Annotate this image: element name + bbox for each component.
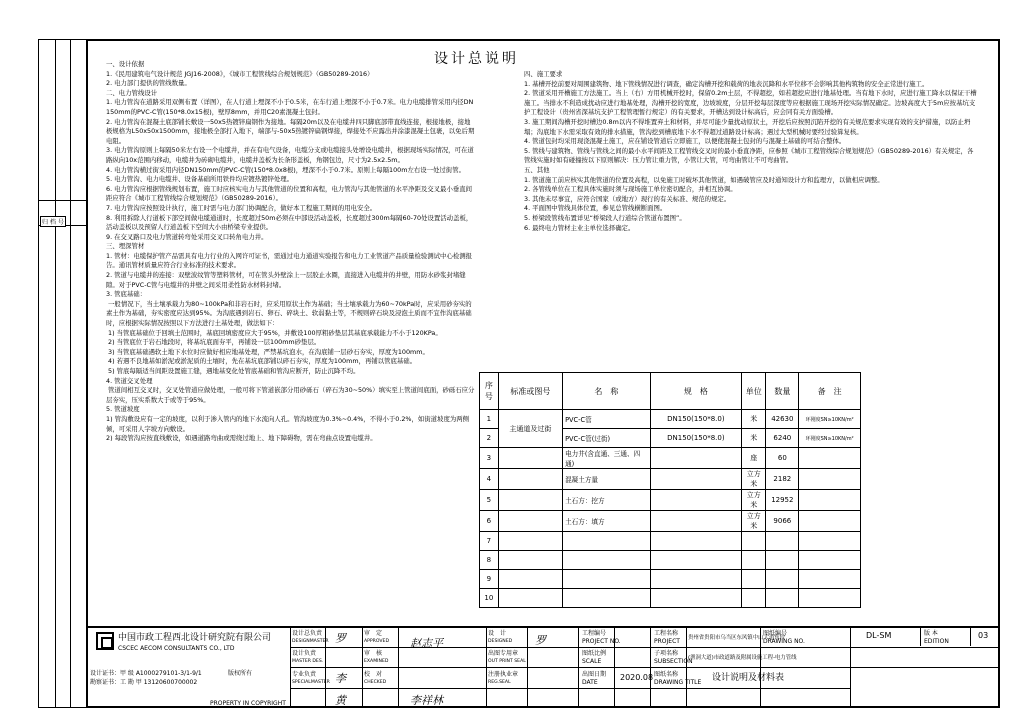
- role-label: 设 计: [488, 630, 507, 637]
- company-name-en: CSCEC AECOM CONSULTANTS CO., LTD: [118, 645, 235, 652]
- cell-qty: [766, 589, 799, 608]
- role-label-en: CHECKED: [364, 680, 387, 685]
- cell-note: [799, 551, 861, 570]
- design-cert: 设计证书：甲 级 A1000279101-3/1-9/1: [90, 670, 202, 677]
- notes-column-left: 一、设计依据 1.《民用建筑电气设计规范 JGJ16-2008》，《城市工程管线综合规划规范》（GB50289-2016） 2. 电力部门提供的管线数量。 二、电力管线设计 1. 电力管沟在道路采用双侧布置（详图），在人行道上埋深不小于0.5米，在车行道上埋深不小于0.7米。电力电缆排管采用内径DN150mm的PVC-C管(150*8.0x15根)，壁厚8mm，并用C20素混凝土包封。 2. 电力管沟在混凝土底部铺长敷设一50x5热镀锌扁钢作为接地。每隔20m以及在电缆井四只脚底部带直线连接，根接地极，接地极规格为L50x50x1500mm，接地极全部打入地下，端部与-50x5热镀锌扁钢焊接，焊接处不应露出并涂漆混凝土包裹，以免后期电阻。 3. 电力管沟原则上每隔50米左右设一个电缆井，并在有电气设备，电缆分支或电缆接头处增设电缆井，根据现场实际情况，可在道路纵向10x范围内移动，电缆井为砖砌电缆井，电缆井盖板为长条形盖板，角钢包边，尺寸为2.5x2.5m。 4. 电力管沟横过街采用内径DN150mm的PVC-C管(150*8.0x8根)，埋深不小于0.7米。原则上每隔100m左右设一处过街管。 5. 电力管沟、电力电缆井、设备基础所用铁件均应镀热镀锌处理。 6. 电力管沟应根据管线规划布置，施工时应核实电力与其他管道的位置和高程，电力管沟与其他管道的水平净距及交叉最小垂直间距应符合《城市工程管线综合规划规范》（GB50289-2016）。 7. 电力管沟应按照设计执行，施工时需与电力部门协调配合，做好本工程施工期间的用电安全。 8. 利用拆除人行道板下部空间做电缆通道时，长度超过50m必须在中部设活动盖板，长度超过300m每隔60-70处设置活动盖板，活动盖板以及预留人行道盖板下空间大小由桥梁专业提供。 9. 在交叉路口及电力管道转弯处采用交叉口转角电力井。 三、埋深管材 1. 管材：电缆保护管产品需具有电力行业的入网许可证书，需通过电力通道实验报告和电力工业管道产品质量检验测试中心检测报告。通讯管材质量应符合行业标准的技术要求。 2. 管道与电缆井的连接：双壁波纹管等塑料管材，可在管头外壁涂上一层胶止水圈，直接进入电缆井的井壁，用防水砂浆封堵缝隙。对于PVC-C管与电缆井的井壁之间采用柔性防水材料封堵。 3. 管底基础： 一般情况下，当土壤承载力为80~100kPa和非岩石时，应采用原状土作为基础；当土壤承载力为60~70kPa时，应采用砂夯实的素土作为基础，夯实密度应达到95%。为沟底遇到岩石、卵石、碎块土、软弱黏土等，不规则碎石块及浸泡土质而不宜作沟底基础时，应根据实际情况按照以下方法进行土基处理，做法如下： 1) 当管底基础位于回填土范围时，基底回填密度应大于95%，并敷设100厚粗砂垫层其基底承载能力不小于120KPa。 2) 当管底位于岩石地段时，将基坑底面夯平，再铺设一层100mm砂垫层。 3) 当管底基础遇软土地下水位时应做好相应地基处理，严禁基坑泡水，在沟底铺一层砂石夯实，厚度为100mm。 4) 若遇不良地基如淤泥或淤泥质的土壤时，先在基坑底部铺以碎石夯实，厚度为100mm，再铺以管底基础。 5) 管底每隔适当间距设置施工缝，遇地基变化处管底基础和管沟应断开，防止沉降不均。 4. 管道交叉处理 管道间相互交叉时，交叉处管道应做处理，一般可将下管道嵌部分用砂砾石（碎石为30~50%）填实至上管道间底面，砂砾石应分层夯实，压实系数大于或等于95%。 5. 管道坡度 1) 管沟敷设应有一定的坡度，以利于渗入管内的地下水流向人孔。管沟坡度为0.3%~0.4%，不得小于0.2%，如街道坡度为两侧倾，可采用人字坡方向敷设。 2) 每段管沟应按直线敷设，如遇道路弯曲或需绕过地上、地下障碍物，需在弯曲点设置电缆井。: [106, 60, 475, 443]
- signature: 黄: [335, 694, 346, 707]
- cell-note: [799, 448, 861, 469]
- cell-no: 8: [480, 551, 499, 570]
- page-title: 设计总说明: [434, 51, 519, 67]
- role-label-en: SPECIALMASTER: [292, 680, 330, 685]
- table-row: [480, 551, 861, 570]
- cell-name: 土石方：填方: [563, 511, 651, 532]
- cell-unit: [742, 532, 766, 551]
- cell-qty: 6240: [766, 429, 799, 448]
- cell-note: 环刚度SN≥10KN/m²: [799, 410, 861, 429]
- drawing-no-label: 图纸编号: [763, 630, 788, 637]
- role-label-en: REG.SEAL: [488, 680, 511, 685]
- cell-note: 环刚度SN≥10KN/m²: [799, 429, 861, 448]
- cell-spec: [650, 448, 741, 469]
- cell-no: 1: [480, 410, 499, 429]
- role-label: 审 核: [364, 650, 383, 657]
- signature: 赵志平: [410, 637, 443, 650]
- cell-qty: 60: [766, 448, 799, 469]
- cell-no: 5: [480, 490, 499, 511]
- cell-note: [799, 570, 861, 589]
- table-row: [480, 570, 861, 589]
- signature: 李: [335, 672, 346, 685]
- drawing-name-label-en: DRAWING TITLE: [654, 679, 702, 686]
- role-label: 校 对: [364, 671, 383, 678]
- cell-standard: [498, 589, 562, 608]
- col-header-unit: 单位: [742, 373, 766, 410]
- table-row: [480, 469, 861, 490]
- project-no-label: 工程编号: [582, 630, 607, 637]
- cell-standard: [498, 490, 562, 511]
- cell-unit: 立方米: [742, 469, 766, 490]
- cell-spec: DN150(150*8.0): [650, 429, 741, 448]
- table-row: [480, 410, 861, 429]
- col-header-note: 备 注: [799, 373, 861, 410]
- cell-no: 9: [480, 570, 499, 589]
- role-label-en: MASTER DES.: [292, 659, 324, 664]
- cell-qty: 9066: [766, 511, 799, 532]
- binding-strip-row: [38, 200, 86, 201]
- table-header-row: [480, 373, 861, 410]
- date-label-en: DATE: [582, 679, 598, 686]
- cell-qty: 12952: [766, 490, 799, 511]
- cell-standard: [498, 511, 562, 532]
- role-label: 设计总负责: [292, 630, 323, 637]
- company-name: 中国市政工程西北设计研究院有限公司: [118, 633, 272, 643]
- title-block-line: [686, 626, 687, 708]
- cell-spec: [650, 570, 741, 589]
- project-no-label-en: PROJECT NO.: [582, 638, 621, 645]
- cell-spec: [650, 511, 741, 532]
- col-header-qty: 数量: [766, 373, 799, 410]
- date-value: 2020.08: [620, 673, 654, 682]
- cell-spec: [650, 490, 741, 511]
- cell-standard: [498, 570, 562, 589]
- title-block-line: [486, 626, 487, 708]
- company-logo: [96, 632, 114, 650]
- binding-strip-line-1: [38, 39, 39, 708]
- cell-note: [799, 469, 861, 490]
- binding-strip-line-3: [70, 39, 71, 708]
- cell-unit: [742, 551, 766, 570]
- table-row: [480, 532, 861, 551]
- col-header-no: 序号: [480, 373, 499, 410]
- scale-label-en: SCALE: [582, 658, 602, 665]
- cell-note: [799, 490, 861, 511]
- cell-no: 6: [480, 511, 499, 532]
- drawing-name: 设计说明及材料表: [712, 673, 785, 683]
- subitem-label: 子项名称: [654, 650, 679, 657]
- role-label: 出图专用章: [488, 650, 519, 657]
- cell-spec: [650, 469, 741, 490]
- cell-note: [799, 511, 861, 532]
- project-name-label-en: PROJECT: [654, 638, 680, 645]
- title-block-line: [290, 688, 850, 689]
- binding-strip-line-2: [55, 39, 56, 708]
- title-block-line: [362, 626, 363, 708]
- title-block-line: [650, 626, 651, 708]
- title-block-line: [290, 647, 1000, 648]
- cell-no: 2: [480, 429, 499, 448]
- cell-no: 10: [480, 589, 499, 608]
- role-label-en: OUT PRINT SEAL: [488, 659, 526, 664]
- cell-note: [799, 589, 861, 608]
- cell-name: 混凝土方量: [563, 469, 651, 490]
- subitem-name: (渔洞大道)市政道路及附属设施工程-电力管线: [688, 655, 797, 661]
- date-label: 出图日期: [582, 671, 607, 678]
- role-label: 专业负责: [292, 671, 317, 678]
- role-label-en: DESIGNED: [488, 639, 513, 644]
- cell-unit: 米: [742, 410, 766, 429]
- cell-name: [563, 570, 651, 589]
- signature: 罗: [535, 634, 546, 647]
- cell-no: 4: [480, 469, 499, 490]
- role-label-en: EXAMINED: [364, 659, 389, 664]
- cell-group-standard: 主通道及过街: [498, 410, 562, 448]
- copyright-en: PROPERTY IN COPYRIGHT: [210, 700, 286, 707]
- role-label: 审 定: [364, 630, 383, 637]
- col-header-name: 名 称: [563, 373, 651, 410]
- cell-name: 土石方：挖方: [563, 490, 651, 511]
- drawing-no-label-en: DRAWING NO.: [763, 638, 805, 645]
- cell-qty: 2182: [766, 469, 799, 490]
- binding-strip-row: [38, 39, 86, 40]
- signature: 李祥林: [410, 694, 443, 707]
- title-block-line: [920, 626, 921, 646]
- role-label-en: DESIGNMASTER: [292, 639, 329, 644]
- binding-strip-row: [38, 707, 86, 708]
- cell-unit: 座: [742, 448, 766, 469]
- cell-no: 7: [480, 532, 499, 551]
- col-header-standard: 标准或图号: [498, 373, 562, 410]
- title-block-line: [290, 667, 1000, 668]
- scale-label: 图纸比例: [582, 650, 607, 657]
- cell-unit: [742, 570, 766, 589]
- archive-number-label: 归 档 号: [40, 216, 66, 227]
- project-name-label: 工程名称: [654, 630, 679, 637]
- cell-note: [799, 532, 861, 551]
- cell-name: [563, 532, 651, 551]
- role-label: 设计负责: [292, 650, 317, 657]
- table-row: [480, 511, 861, 532]
- cell-spec: [650, 589, 741, 608]
- cell-unit: 立方米: [742, 490, 766, 511]
- version-label-en: EDITION: [924, 638, 949, 645]
- material-table: [479, 372, 861, 608]
- table-row: [480, 448, 861, 469]
- cell-spec: [650, 532, 741, 551]
- drawing-no: DL-SM: [866, 631, 892, 640]
- notes-column-right: 四、施工要求 1. 基槽开挖前要对周围建筑物、地下管线情况进行调查，确定沟槽开挖和载荷的地表沉降和水平位移不会影响其他构筑物的安全正常进行施工。 2. 管道采用开槽施工方法施工。当上（右）方用机械开挖时，保留0.2m土层，不得超挖，如若超挖应进行地基处理。当有地下水时，应进行施工降水以保证干槽施工。当排水不利造成扰动应进行地基处理，沟槽开挖的宽度，边坡坡度，分层开挖每层深度等应根据施工现场开挖实际情况确定。边坡高度大于5m应按基坑支护工程设计（贵州省深基坑支护工程管理暂行规定）的有关要求，开槽达到设计标高后，应会同有关方面验槽。 3. 施工期间沟槽开挖时槽边0.8m以内不得堆置弃土和材料，并尽可能少量扰动原状土，开挖后应按照沉陷开挖的有关规范要求实现有效的支护措施，以防止坍塌；沟底地下水需采取有效的排水措施，管沟挖到槽底地下水不得超过道路设计标高；遇过大型机械时要经过验算复核。 4. 管道包封均采用现浇混凝土施工，应在铺设管道后立即施工，以便使混凝土包封的与混凝土基础的可结合整体。 5. 管线与建筑物、管线与管线之间的最小水平间距及工程管线交叉时的最小垂直净距，应参照《城市工程管线综合规划规范》（GB50289-2016）有关规定，各管线实施时如有碰撞按以下原则解决：压力管让重力管，小管让大管，可弯曲管让不可弯曲管。 五、其他 1. 管道施工前应核实其他管道的位置及高程，以免施工时破坏其他管道，如遇破管应及时通知设计方和监理方，以做相应调整。 2. 各管线单位在工程具体实施时须与现场施工单位密切配合，并相互协调。 3. 其他未尽事宜，应符合国家（或地方）现行的有关标准、规范的规定。 4. 平面图中管线具体位置，参见总管线横断面图。 5. 桥梁段管线布置详见“桥梁段人行道综合管道布置图”。 6. 最终电力管材主业主单位选择确定。: [524, 70, 977, 232]
- title-block-line: [527, 626, 528, 708]
- cell-standard: [498, 469, 562, 490]
- cell-name: 电力井(含直通、三通、四通): [563, 448, 651, 469]
- cell-spec: [650, 551, 741, 570]
- cell-unit: [742, 589, 766, 608]
- cell-standard: [498, 448, 562, 469]
- role-label: 注册执业章: [488, 671, 519, 678]
- cell-name: [563, 589, 651, 608]
- cell-qty: 42630: [766, 410, 799, 429]
- subitem-label-en: SUBSECTION: [654, 658, 693, 665]
- drawing-name-label: 图纸名称: [654, 671, 679, 678]
- survey-cert: 勘察证书：工 勘 甲 13120600700002: [90, 679, 198, 686]
- cell-unit: 米: [742, 429, 766, 448]
- copyright: 版权所有: [228, 670, 253, 677]
- version-label: 版 本: [924, 630, 938, 637]
- title-block-line: [970, 626, 971, 646]
- title-block-line: [850, 626, 851, 708]
- title-block-line: [290, 626, 291, 708]
- cell-name: PVC-C管: [563, 410, 651, 429]
- version: 03: [978, 631, 989, 640]
- cell-qty: [766, 570, 799, 589]
- col-header-spec: 规 格: [650, 373, 741, 410]
- cell-qty: [766, 532, 799, 551]
- cell-name: [563, 551, 651, 570]
- table-row: [480, 490, 861, 511]
- cell-qty: [766, 551, 799, 570]
- table-row: [480, 589, 861, 608]
- cell-standard: [498, 532, 562, 551]
- cell-name: PVC-C管(过街): [563, 429, 651, 448]
- cell-unit: 立方米: [742, 511, 766, 532]
- cell-standard: [498, 551, 562, 570]
- title-block-line: [398, 626, 399, 708]
- role-label-en: APPROVED: [364, 639, 389, 644]
- cell-spec: DN150(150*8.0): [650, 410, 741, 429]
- project-name: 贵州省贵阳市乌当区东风镇中山大道东段: [688, 635, 786, 641]
- cell-no: 3: [480, 448, 499, 469]
- signature: 罗: [335, 632, 346, 645]
- title-block-line: [578, 626, 579, 708]
